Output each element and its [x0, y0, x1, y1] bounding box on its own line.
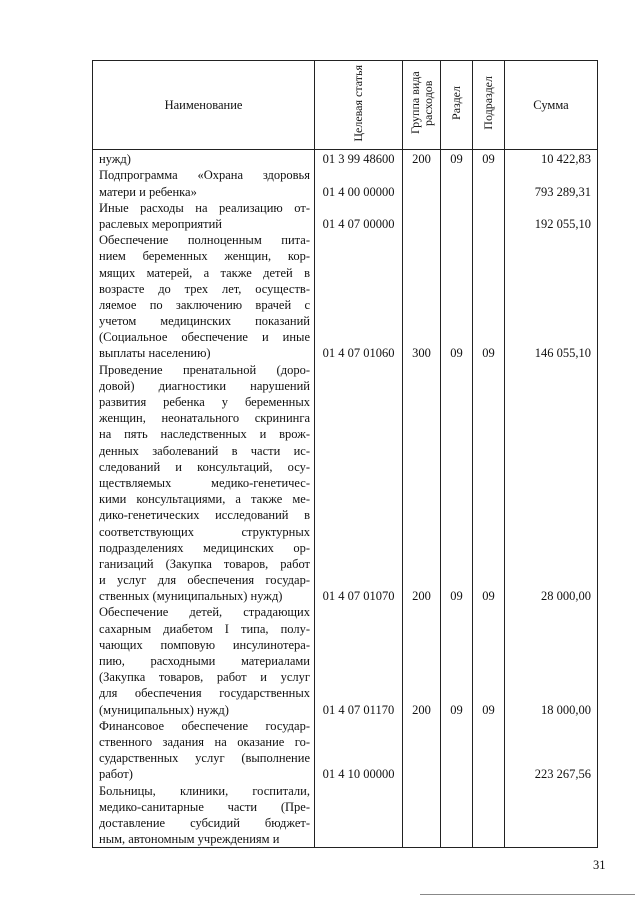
name-line: раслевых мероприятий [99, 216, 222, 231]
expense-group-value [403, 637, 440, 653]
sum-value: 793 289,31 [534, 184, 591, 199]
section-value: 09 [450, 152, 463, 167]
sum-value [505, 459, 591, 475]
code-value [315, 426, 402, 442]
name-line: развития ребенка у беременных [99, 395, 310, 410]
sum-value [505, 265, 591, 281]
name-line: ственных (муниципальных) нужд) [99, 589, 283, 604]
code-value: 01 3 99 48600 [322, 152, 395, 167]
name-line: соответствующих структурных [99, 524, 310, 539]
header-subsection: Подраздел [473, 61, 505, 150]
code-value [315, 313, 402, 329]
name-line: ществляемых медико-генетичес- [99, 475, 310, 490]
code-value: 01 4 07 00000 [322, 216, 395, 231]
code-value [315, 669, 402, 685]
section-value [441, 815, 472, 831]
subsection-value: 09 [482, 152, 495, 167]
sum-value [505, 831, 591, 847]
section-value [441, 604, 472, 620]
expense-group-value: 300 [412, 346, 431, 361]
section-value [441, 507, 472, 523]
code-value: 01 4 07 01170 [322, 702, 395, 717]
section-value [441, 750, 472, 766]
code-value [315, 831, 402, 847]
subsection-value [473, 216, 504, 232]
sum-value [505, 507, 591, 523]
code-value [315, 653, 402, 669]
code-value [315, 572, 402, 588]
sum-value [505, 394, 591, 410]
subsection-value [473, 491, 504, 507]
section-value [441, 410, 472, 426]
section-value [441, 799, 472, 815]
sum-value [505, 167, 591, 183]
sum-value [505, 653, 591, 669]
subsection-value [473, 507, 504, 523]
sum-value [505, 475, 591, 491]
name-line: Проведение пренатальной (доро- [99, 362, 310, 377]
expense-group-value [403, 718, 440, 734]
subsection-value [473, 669, 504, 685]
subsection-value [473, 734, 504, 750]
sum-value: 18 000,00 [541, 702, 591, 717]
subsection-value [473, 378, 504, 394]
name-line: (муниципальных) нужд) [99, 702, 229, 717]
sum-value [505, 556, 591, 572]
name-line: женщин, неонатального скрининга [99, 411, 310, 426]
name-line: Подпрограмма «Охрана здоровья [99, 168, 310, 183]
name-line: ляемое по заключению врачей с [99, 297, 310, 312]
subsection-value [473, 281, 504, 297]
sum-value [505, 604, 591, 620]
subsection-value [473, 604, 504, 620]
expense-group-value [403, 766, 440, 782]
code-value [315, 297, 402, 313]
name-line: пию, расходными материалами [99, 654, 310, 669]
subsection-value [473, 265, 504, 281]
name-line: Обеспечение полноценным пита- [99, 233, 310, 248]
name-line: денных заболеваний в части ис- [99, 443, 310, 458]
name-line: следований и консультаций, осу- [99, 459, 310, 474]
name-line: выплаты населению) [99, 346, 211, 361]
expense-group-value [403, 556, 440, 572]
sum-value: 223 267,56 [534, 767, 591, 782]
sum-column [505, 150, 598, 848]
expense-group-value [403, 621, 440, 637]
sum-value [505, 200, 591, 216]
code-value: 01 4 00 00000 [322, 184, 395, 199]
section-value [441, 232, 472, 248]
subsection-value [473, 750, 504, 766]
expense-group-value [403, 507, 440, 523]
section-value [441, 766, 472, 782]
code-value [315, 232, 402, 248]
name-line: и услуг для обеспечения государ- [99, 573, 310, 588]
sum-value [505, 750, 591, 766]
header-expense-group: Группа вида расходов [403, 61, 441, 150]
sum-value [505, 572, 591, 588]
name-line: нужд) [99, 152, 131, 167]
code-value [315, 459, 402, 475]
code-value [315, 475, 402, 491]
sum-value [505, 248, 591, 264]
subsection-value [473, 556, 504, 572]
expense-group-value [403, 831, 440, 847]
name-line: Обеспечение детей, страдающих [99, 605, 310, 620]
subsection-value [473, 815, 504, 831]
section-value [441, 443, 472, 459]
section-value [441, 621, 472, 637]
expense-group-value [403, 232, 440, 248]
code-value [315, 734, 402, 750]
sum-value: 146 055,10 [534, 346, 591, 361]
subsection-value [473, 459, 504, 475]
name-line: для обеспечения государственных [99, 686, 310, 701]
code-value [315, 783, 402, 799]
expense-group-value [403, 362, 440, 378]
expense-group-value [403, 378, 440, 394]
sum-value [505, 491, 591, 507]
code-value [315, 200, 402, 216]
sum-value [505, 329, 591, 345]
code-value [315, 491, 402, 507]
code-value [315, 604, 402, 620]
sum-value [505, 443, 591, 459]
code-value: 01 4 10 00000 [322, 767, 395, 782]
subsection-value [473, 653, 504, 669]
header-name: Наименование [93, 61, 315, 150]
expense-group-value [403, 491, 440, 507]
name-line: доставление субсидий бюджет- [99, 815, 310, 830]
sum-value: 28 000,00 [541, 589, 591, 604]
code-value [315, 750, 402, 766]
subsection-value [473, 362, 504, 378]
subsection-value [473, 524, 504, 540]
section-column [441, 150, 473, 848]
code-value [315, 248, 402, 264]
section-value [441, 540, 472, 556]
subsection-value [473, 718, 504, 734]
code-value [315, 394, 402, 410]
sum-value [505, 799, 591, 815]
header-target-article: Целевая статья [315, 61, 403, 150]
expense-group-value [403, 524, 440, 540]
subsection-value [473, 394, 504, 410]
sum-value [505, 362, 591, 378]
subsection-value [473, 637, 504, 653]
expense-group-value [403, 313, 440, 329]
name-line: медико-санитарные части (Пре- [99, 799, 310, 814]
name-line: чающих помповую инсулинотера- [99, 637, 310, 652]
expense-group-value [403, 799, 440, 815]
subsection-value [473, 443, 504, 459]
section-value [441, 281, 472, 297]
subsection-column [473, 150, 505, 848]
code-value [315, 410, 402, 426]
sum-value [505, 783, 591, 799]
code-value [315, 685, 402, 701]
name-line: ственного задания на оказание го- [99, 734, 310, 749]
subsection-value [473, 685, 504, 701]
sum-value [505, 621, 591, 637]
subsection-value [473, 572, 504, 588]
section-value [441, 329, 472, 345]
subsection-value [473, 410, 504, 426]
section-value [441, 524, 472, 540]
expense-group-value: 200 [412, 702, 431, 717]
name-line: ганизаций (Закупка товаров, работ [99, 556, 310, 571]
code-value [315, 637, 402, 653]
subsection-value [473, 799, 504, 815]
section-value: 09 [450, 589, 463, 604]
name-line: Финансовое обеспечение государ- [99, 718, 310, 733]
code-value [315, 556, 402, 572]
sum-value [505, 734, 591, 750]
subsection-value: 09 [482, 702, 495, 717]
section-value [441, 653, 472, 669]
expense-group-value [403, 410, 440, 426]
sum-value [505, 540, 591, 556]
name-line: сахарным диабетом I типа, полу- [99, 621, 310, 636]
section-value [441, 362, 472, 378]
code-value [315, 540, 402, 556]
code-value [315, 815, 402, 831]
expense-group-value [403, 248, 440, 264]
name-line: подразделениях медицинских ор- [99, 540, 310, 555]
subsection-value [473, 766, 504, 782]
section-value [441, 184, 472, 200]
name-line: на пять наследственных и врож- [99, 427, 310, 442]
section-value [441, 378, 472, 394]
section-value [441, 426, 472, 442]
table-body-row [93, 150, 598, 848]
section-value [441, 669, 472, 685]
name-line: учетом медицинских показаний [99, 314, 310, 329]
subsection-value [473, 621, 504, 637]
sum-value [505, 297, 591, 313]
expense-group-value [403, 653, 440, 669]
code-value [315, 621, 402, 637]
subsection-value [473, 475, 504, 491]
expense-group-value [403, 443, 440, 459]
section-value [441, 200, 472, 216]
subsection-value [473, 540, 504, 556]
code-value: 01 4 07 01070 [322, 589, 395, 604]
expense-group-value [403, 669, 440, 685]
expense-group-value [403, 540, 440, 556]
name-line: довой) диагностики нарушений [99, 378, 310, 393]
expense-group-value: 200 [412, 152, 431, 167]
subsection-value [473, 248, 504, 264]
sum-value [505, 232, 591, 248]
sum-value [505, 718, 591, 734]
expense-group-value [403, 750, 440, 766]
name-line: дико-генетических исследований в [99, 508, 310, 523]
expense-group-value [403, 329, 440, 345]
table-header-row [93, 61, 598, 150]
expense-group-value [403, 297, 440, 313]
name-line: сударственных услуг (выполнение [99, 751, 310, 766]
code-value [315, 362, 402, 378]
name-line: работ) [99, 767, 133, 782]
subsection-value [473, 329, 504, 345]
section-value [441, 248, 472, 264]
subsection-value [473, 232, 504, 248]
section-value [441, 394, 472, 410]
header-section: Раздел [441, 61, 473, 150]
name-line: кими консультациями, а также ме- [99, 492, 310, 507]
expense-group-value [403, 265, 440, 281]
sum-value [505, 378, 591, 394]
expense-group-value [403, 394, 440, 410]
expense-group-value [403, 685, 440, 701]
sum-value [505, 669, 591, 685]
footer-divider [420, 894, 635, 895]
sum-value [505, 410, 591, 426]
section-value [441, 313, 472, 329]
code-value [315, 524, 402, 540]
sum-value [505, 524, 591, 540]
name-line: (Закупка товаров, работ и услуг [99, 670, 310, 685]
name-line: Больницы, клиники, госпитали, [99, 783, 310, 798]
section-value [441, 491, 472, 507]
code-value [315, 265, 402, 281]
sum-value: 10 422,83 [541, 152, 591, 167]
code-value [315, 378, 402, 394]
code-value: 01 4 07 01060 [322, 346, 395, 361]
subsection-value [473, 184, 504, 200]
subsection-value [473, 783, 504, 799]
section-value [441, 297, 472, 313]
code-value [315, 443, 402, 459]
subsection-value [473, 167, 504, 183]
expense-group-value [403, 200, 440, 216]
name-line: возрасте до трех лет, осуществ- [99, 281, 310, 296]
code-value [315, 799, 402, 815]
name-line: нием беременных женщин, кор- [99, 249, 310, 264]
sum-value [505, 281, 591, 297]
sum-value [505, 426, 591, 442]
subsection-value [473, 297, 504, 313]
expense-group-value: 200 [412, 589, 431, 604]
section-value [441, 216, 472, 232]
expense-group-value [403, 734, 440, 750]
section-value [441, 637, 472, 653]
name-column [93, 150, 315, 848]
expense-group-value [403, 815, 440, 831]
expense-group-column [403, 150, 441, 848]
sum-value [505, 685, 591, 701]
section-value [441, 167, 472, 183]
expense-group-value [403, 604, 440, 620]
section-value [441, 734, 472, 750]
name-line: ным, автономным учреждениям и [99, 832, 280, 847]
code-value [315, 167, 402, 183]
code-value [315, 281, 402, 297]
sum-value: 192 055,10 [534, 216, 591, 231]
page-number: 31 [593, 858, 606, 872]
subsection-value [473, 831, 504, 847]
budget-table [92, 60, 598, 848]
expense-group-value [403, 426, 440, 442]
expense-group-value [403, 167, 440, 183]
code-value [315, 507, 402, 523]
subsection-value: 09 [482, 589, 495, 604]
subsection-value [473, 313, 504, 329]
section-value [441, 783, 472, 799]
name-line: Иные расходы на реализацию от- [99, 200, 310, 215]
section-value [441, 265, 472, 281]
expense-group-value [403, 281, 440, 297]
header-sum: Сумма [505, 61, 598, 150]
expense-group-value [403, 572, 440, 588]
code-value [315, 718, 402, 734]
name-line: матери и ребенка» [99, 184, 197, 199]
section-value [441, 556, 472, 572]
subsection-value [473, 200, 504, 216]
sum-value [505, 637, 591, 653]
section-value [441, 718, 472, 734]
expense-group-value [403, 475, 440, 491]
sum-value [505, 313, 591, 329]
section-value [441, 831, 472, 847]
target-article-column [315, 150, 403, 848]
expense-group-value [403, 216, 440, 232]
section-value: 09 [450, 346, 463, 361]
subsection-value: 09 [482, 346, 495, 361]
sum-value [505, 815, 591, 831]
section-value: 09 [450, 702, 463, 717]
section-value [441, 572, 472, 588]
section-value [441, 459, 472, 475]
section-value [441, 685, 472, 701]
expense-group-value [403, 783, 440, 799]
name-line: мящих матерей, а также детей в [99, 265, 310, 280]
name-line: (Социальное обеспечение и иные [99, 330, 310, 345]
expense-group-value [403, 459, 440, 475]
code-value [315, 329, 402, 345]
expense-group-value [403, 184, 440, 200]
subsection-value [473, 426, 504, 442]
section-value [441, 475, 472, 491]
